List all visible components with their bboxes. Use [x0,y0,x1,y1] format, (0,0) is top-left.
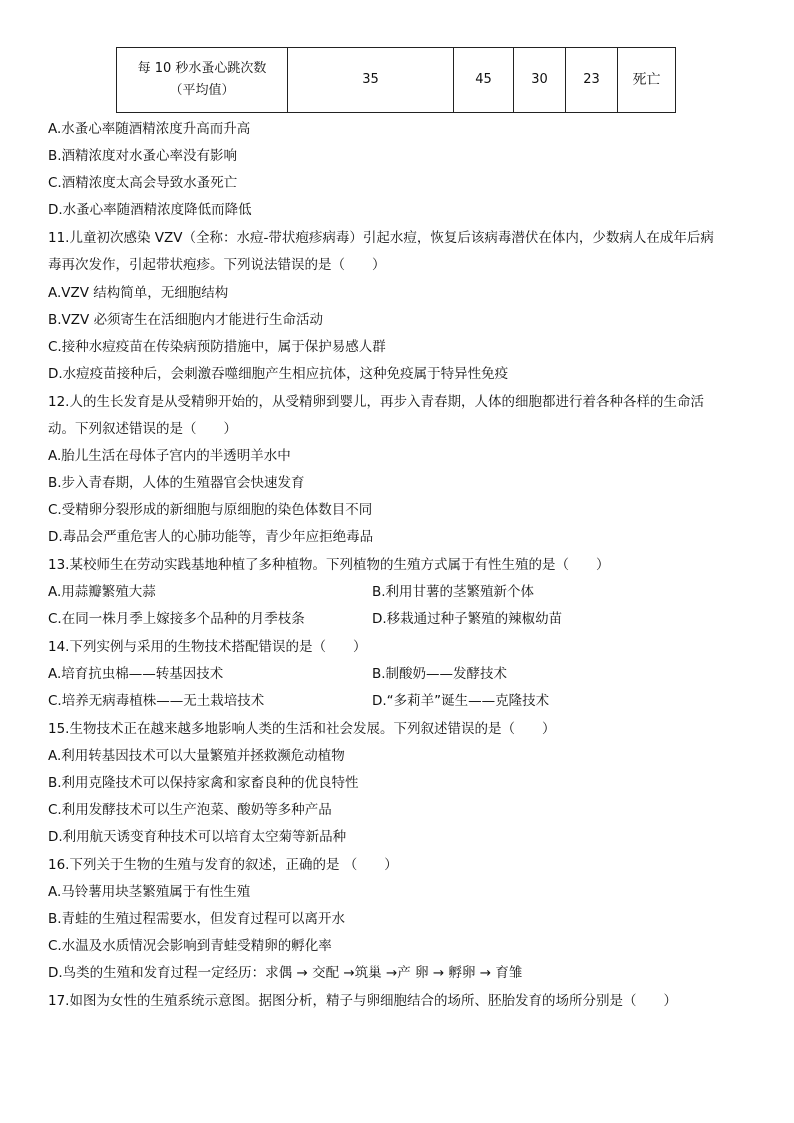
q16-option-a: A.马铃薯用块茎繁殖属于有性生殖 [48,884,251,900]
value-cell-3: 30 [514,48,566,113]
value-cell-4: 23 [566,48,618,113]
q11-option-d: D.水痘疫苗接种后，会刺激吞噬细胞产生相应抗体，这种免疫属于特异性免疫 [48,366,509,382]
q11-option-b: B.VZV 必须寄生在活细胞内才能进行生命活动 [48,312,324,328]
q10-option-c: C.酒精浓度太高会导致水蚤死亡 [48,175,238,191]
value-cell-2: 45 [454,48,514,113]
q14-option-d: D.“多莉羊”诞生——克隆技术 [372,693,550,709]
q13-option-b: B.利用甘薯的茎繁殖新个体 [372,584,535,600]
q13-option-d: D.移栽通过种子繁殖的辣椒幼苗 [372,611,563,627]
q15-option-c: C.利用发酵技术可以生产泡菜、酸奶等多种产品 [48,802,332,818]
q11-option-c: C.接种水痘疫苗在传染病预防措施中，属于保护易感人群 [48,339,386,355]
q14-option-c: C.培养无病毒植株——无土栽培技术 [48,693,265,709]
q15-stem: 15.生物技术正在越来越多地影响人类的生活和社会发展。下列叙述错误的是（ ） [48,721,556,737]
q12-option-b: B.步入青春期，人体的生殖器官会快速发育 [48,475,305,491]
q13-stem: 13.某校师生在劳动实践基地种植了多种植物。下列植物的生殖方式属于有性生殖的是（ ） [48,557,610,573]
q16-option-c: C.水温及水质情况会影响到青蛙受精卵的孵化率 [48,938,332,954]
q10-option-b: B.酒精浓度对水蚤心率没有影响 [48,148,238,164]
q16-option-b: B.青蛙的生殖过程需要水，但发育过程可以离开水 [48,911,346,927]
q12-stem-line-2: 动。下列叙述错误的是（ ） [48,421,237,437]
q13-option-c: C.在同一株月季上嫁接多个品种的月季枝条 [48,611,305,627]
q17-stem: 17.如图为女性的生殖系统示意图。据图分析，精子与卵细胞结合的场所、胚胎发育的场所分别是（ ） [48,993,677,1009]
q14-option-b: B.制酸奶——发酵技术 [372,666,508,682]
q12-stem-line-1: 12.人的生长发育是从受精卵开始的，从受精卵到婴儿，再步入青春期，人体的细胞都进行着各种各样的生命活 [48,394,704,410]
q12-option-c: C.受精卵分裂形成的新细胞与原细胞的染色体数目不同 [48,502,373,518]
q15-option-b: B.利用克隆技术可以保持家禽和家畜良种的优良特性 [48,775,359,791]
q13-option-a: A.用蒜瓣繁殖大蒜 [48,584,156,600]
row-label-line-1: 每 10 秒水蚤心跳次数 [137,61,267,76]
q16-stem: 16.下列关于生物的生殖与发育的叙述，正确的是 （ ） [48,857,398,873]
row-label-cell [117,48,288,113]
table-row [117,48,676,113]
q14-option-a: A.培育抗虫棉——转基因技术 [48,666,224,682]
data-table [116,47,676,113]
q14-stem: 14.下列实例与采用的生物技术搭配错误的是（ ） [48,639,367,655]
q11-option-a: A.VZV 结构简单，无细胞结构 [48,285,229,301]
row-label-line-2: （平均值） [169,83,235,98]
q11-stem-line-2: 毒再次发作，引起带状疱疹。下列说法错误的是（ ） [48,257,386,273]
q15-option-d: D.利用航天诱变育种技术可以培育太空菊等新品种 [48,829,347,845]
q10-option-d: D.水蚤心率随酒精浓度降低而降低 [48,202,252,218]
q11-stem-line-1: 11.儿童初次感染 VZV（全称：水痘-带状疱疹病毒）引起水痘，恢复后该病毒潜伏在体内，少数病人在成年后病 [48,230,714,246]
q10-option-a: A.水蚤心率随酒精浓度升高而升高 [48,121,251,137]
q16-option-d: D.鸟类的生殖和发育过程一定经历：求偶 → 交配 →筑巢 →产 卵 → 孵卵 → 育雏 [48,965,523,981]
q12-option-d: D.毒品会严重危害人的心肺功能等，青少年应拒绝毒品 [48,529,374,545]
value-cell-5: 死亡 [618,48,676,113]
q12-option-a: A.胎儿生活在母体子宫内的半透明羊水中 [48,448,291,464]
value-cell-1: 35 [288,48,454,113]
q15-option-a: A.利用转基因技术可以大量繁殖并拯救濒危动植物 [48,748,345,764]
